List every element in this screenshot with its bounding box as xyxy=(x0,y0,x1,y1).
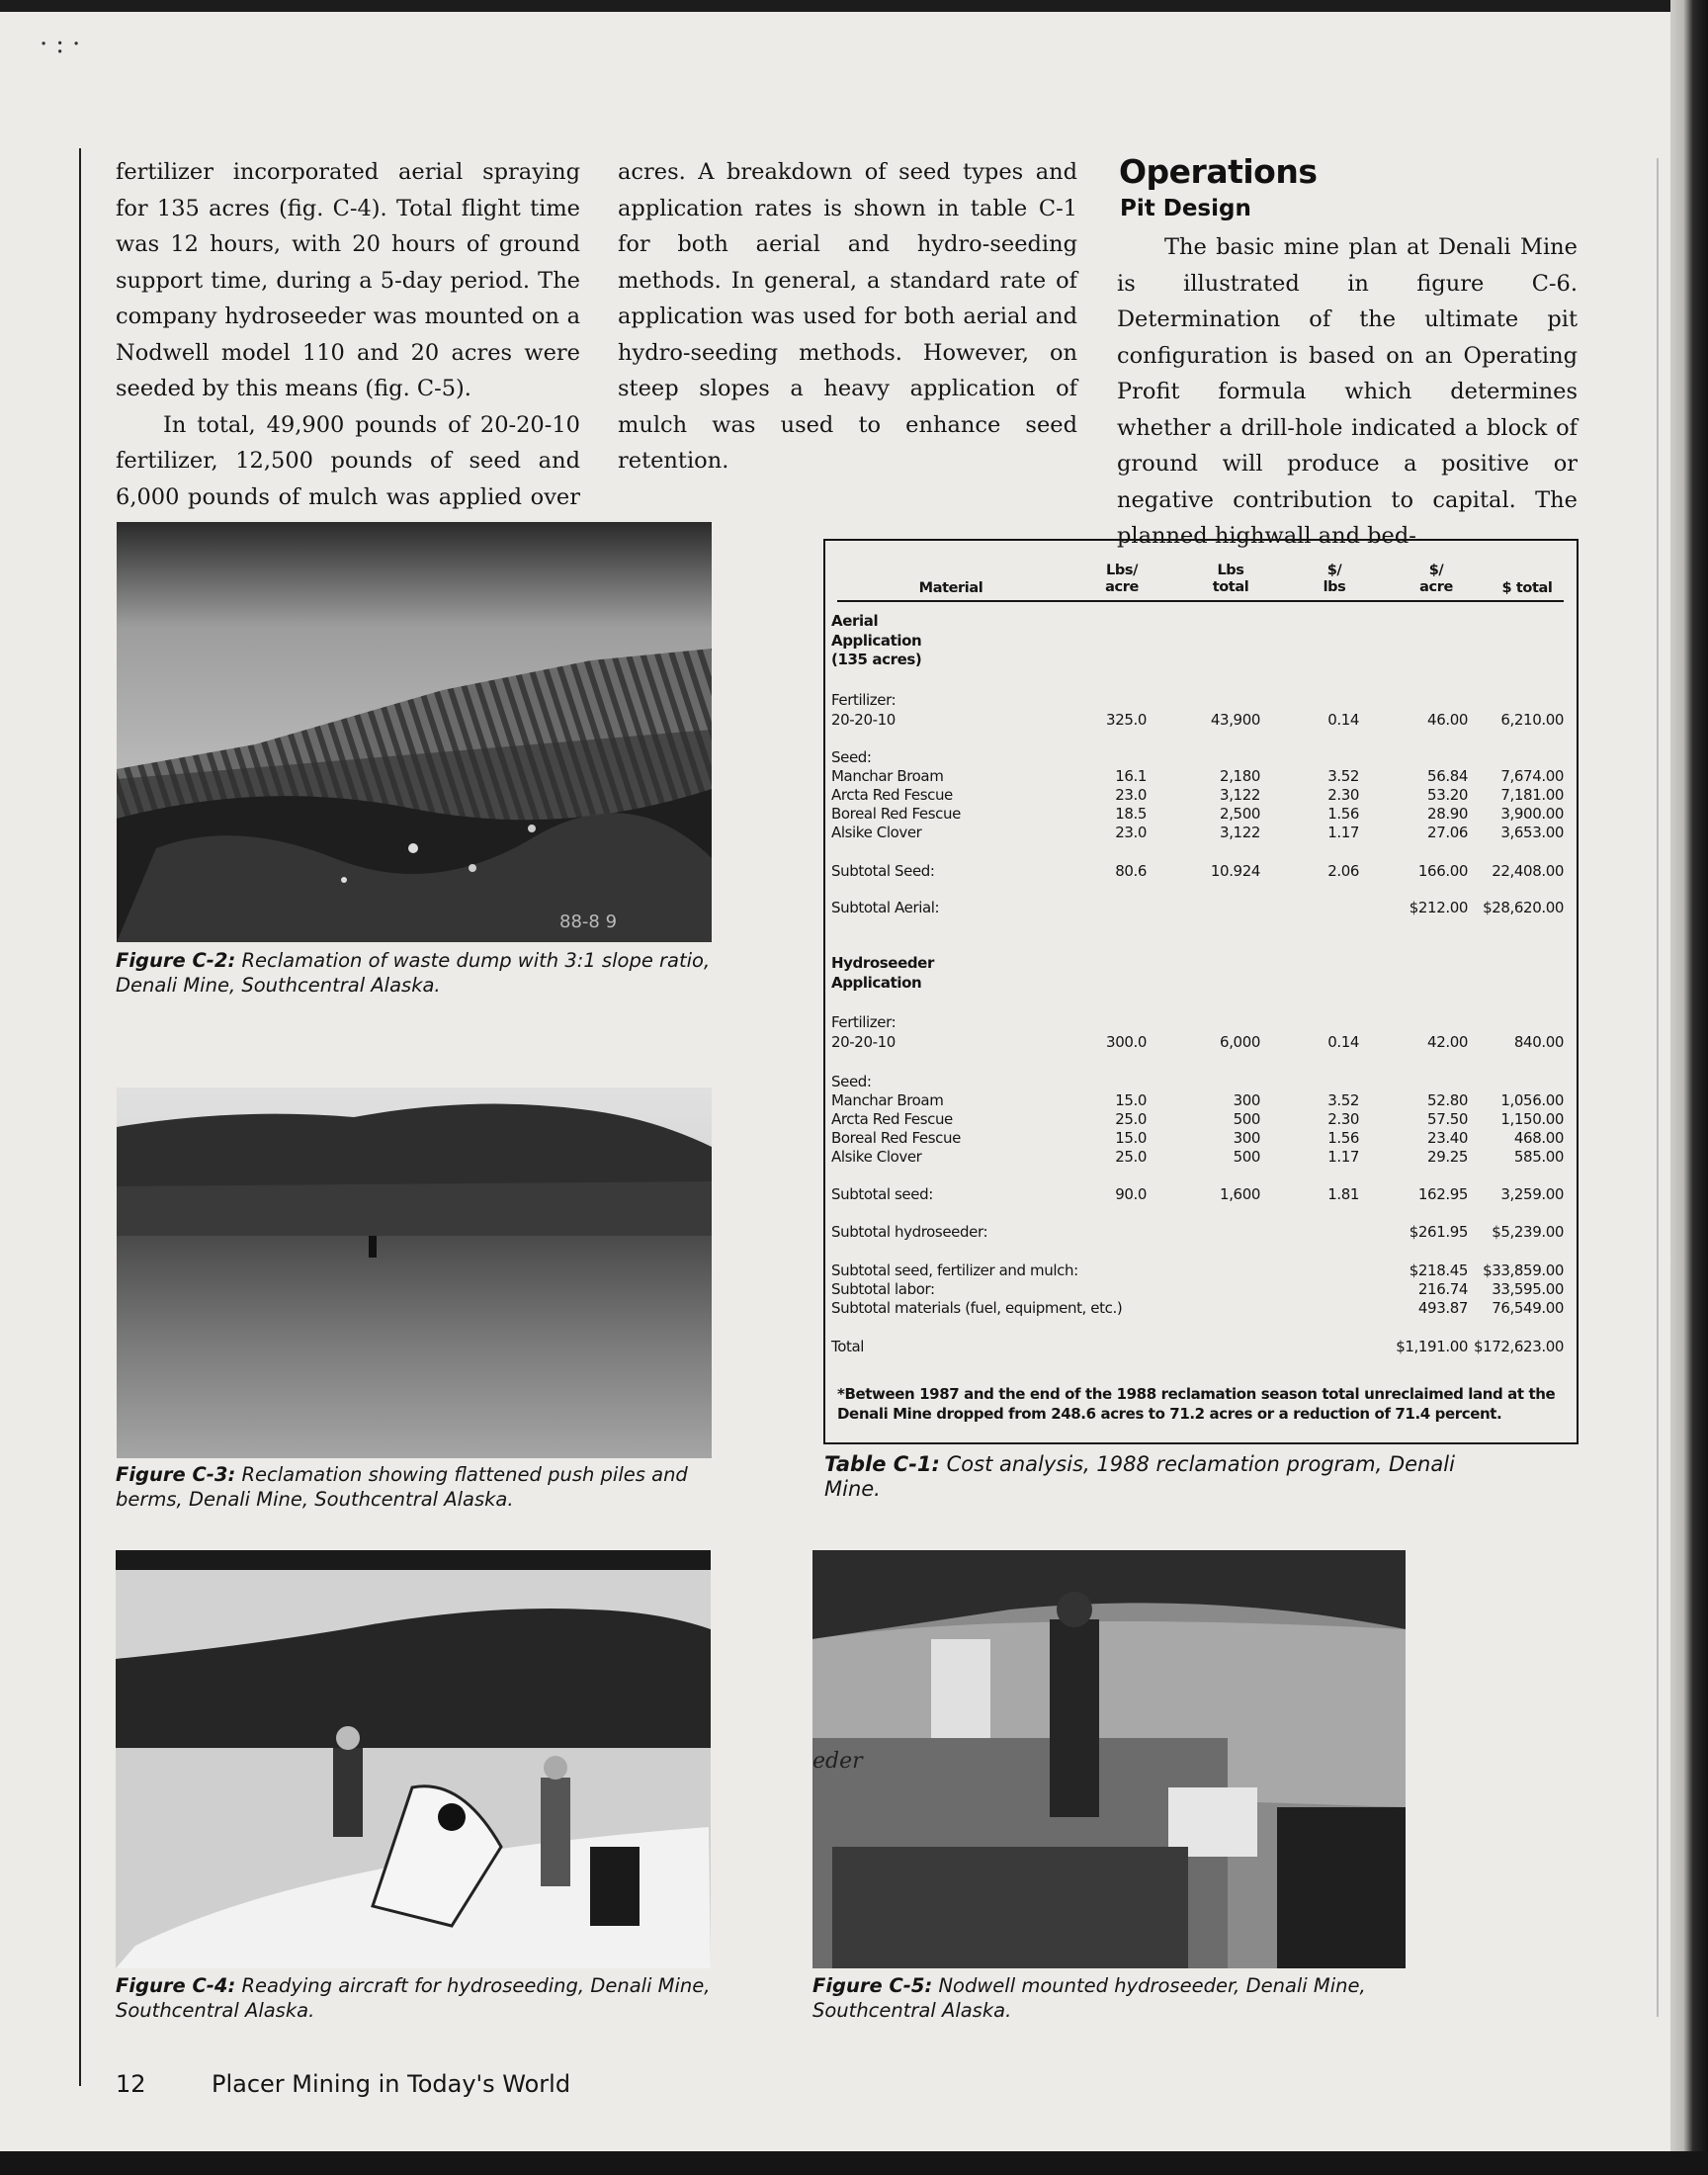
cell: 468.00 xyxy=(1513,1129,1564,1147)
header-line: acre xyxy=(1419,579,1453,595)
scan-edge-bottom xyxy=(0,2151,1708,2175)
cell: 1.56 xyxy=(1327,805,1359,823)
cell: 80.6 xyxy=(1115,862,1147,880)
paragraph: fertilizer incorporated aerial spraying for 135 acres (fig. C-4). Total flight time was 12 hours, with 20 hours of ground support time, during a 5-day period. The company hydroseeder was mounted on a Nodwell model 110 and 20 acres were seeded by this means (fig. C-5). xyxy=(116,159,580,401)
cell: $261.95 xyxy=(1409,1223,1468,1241)
body-column-2 xyxy=(618,154,1077,479)
scan-edge-right xyxy=(1670,0,1708,2175)
header-line: acre xyxy=(1105,579,1139,595)
cell: 300 xyxy=(1233,1129,1260,1147)
row-label: Subtotal Seed: xyxy=(831,862,935,880)
cell: 56.84 xyxy=(1427,767,1468,785)
cell: 23.40 xyxy=(1427,1129,1468,1147)
caption-text: Cost analysis, 1988 reclamation program, Denali Mine. xyxy=(824,1452,1455,1501)
row-label: Subtotal seed: xyxy=(831,1185,933,1203)
cell: 1.56 xyxy=(1327,1129,1359,1147)
caption-text: Nodwell mounted hydroseeder, Denali Mine, Southcentral Alaska. xyxy=(812,1974,1366,2022)
cell: 29.25 xyxy=(1427,1148,1468,1166)
heading-line: Application xyxy=(831,973,922,992)
seed-name: Alsike Clover xyxy=(831,824,922,841)
caption-text: Readying aircraft for hydroseeding, Denali Mine, Southcentral Alaska. xyxy=(116,1974,711,2022)
cell: 3.52 xyxy=(1327,767,1359,785)
figure-caption-c2 xyxy=(116,948,721,998)
photo-flattened-push-piles xyxy=(117,1088,712,1458)
cell: 2.06 xyxy=(1327,862,1359,880)
cell: 500 xyxy=(1233,1148,1260,1166)
label-line: Fertilizer: xyxy=(831,691,897,709)
col-header-dollar-acre xyxy=(1387,563,1486,596)
cell: 7,674.00 xyxy=(1500,767,1564,785)
cell: 25.0 xyxy=(1115,1148,1147,1166)
cell: 500 xyxy=(1233,1110,1260,1128)
cell: 2.30 xyxy=(1327,786,1359,804)
cell: 43,900 xyxy=(1210,711,1260,729)
cell: 840.00 xyxy=(1513,1033,1564,1051)
cell: 6,000 xyxy=(1220,1033,1260,1051)
page-number: 12 xyxy=(116,2070,146,2098)
label-line: Fertilizer: xyxy=(831,1013,897,1031)
cell: 33,595.00 xyxy=(1492,1280,1564,1298)
cell: $172,623.00 xyxy=(1473,1338,1564,1355)
cell: 1,056.00 xyxy=(1500,1091,1564,1109)
photo-stamp: 88-8 9 xyxy=(559,912,618,932)
cell: 15.0 xyxy=(1115,1129,1147,1147)
seed-name: Alsike Clover xyxy=(831,1148,922,1166)
cell: 162.95 xyxy=(1417,1185,1468,1203)
cell: 27.06 xyxy=(1427,824,1468,841)
cell: 3,259.00 xyxy=(1500,1185,1564,1203)
cell: 10.924 xyxy=(1210,862,1260,880)
cell: 493.87 xyxy=(1417,1299,1468,1317)
cell: 0.14 xyxy=(1327,1033,1359,1051)
caption-label: Table C-1: xyxy=(824,1452,940,1476)
cell: $212.00 xyxy=(1409,899,1468,916)
left-margin-rule xyxy=(79,148,81,2086)
cell: 2.30 xyxy=(1327,1110,1359,1128)
aerial-fertilizer-label xyxy=(831,691,896,730)
cell: 0.14 xyxy=(1327,711,1359,729)
figure-caption-c3 xyxy=(116,1462,721,1512)
header-line: lbs xyxy=(1323,579,1346,595)
cell: 7,181.00 xyxy=(1500,786,1564,804)
cell: 76,549.00 xyxy=(1492,1299,1564,1317)
body-column-3 xyxy=(1117,229,1578,555)
cell: 15.0 xyxy=(1115,1091,1147,1109)
cell: 3,122 xyxy=(1220,824,1260,841)
row-label-total: Total xyxy=(831,1338,865,1355)
cell: 585.00 xyxy=(1513,1148,1564,1166)
scan-speck-mark: ·:· xyxy=(40,30,89,59)
header-rule xyxy=(837,600,1564,602)
paragraph: In total, 49,900 pounds of 20-20-10 fertilizer, 12,500 pounds of seed and 6,000 pounds of mulch was applied over xyxy=(116,411,580,510)
table-footnote: *Between 1987 and the end of the 1988 reclamation season total unreclaimed land at the Denali Mine dropped from 248.6 acres to 71.2 acres or a reduction of 71.4 percent. xyxy=(837,1385,1556,1423)
cell: $1,191.00 xyxy=(1396,1338,1468,1355)
header-line: $/ xyxy=(1326,563,1342,578)
seed-name: Manchar Broam xyxy=(831,767,944,785)
cell: $218.45 xyxy=(1409,1262,1468,1279)
heading-line: Aerial xyxy=(831,612,879,630)
cell: 300 xyxy=(1233,1091,1260,1109)
aerial-seed-label: Seed: xyxy=(831,748,872,766)
row-label: Subtotal Aerial: xyxy=(831,899,940,916)
cell: $5,239.00 xyxy=(1492,1223,1564,1241)
table-caption xyxy=(824,1452,1516,1502)
cell: 42.00 xyxy=(1427,1033,1468,1051)
photo-nodwell-hydroseeder xyxy=(812,1550,1406,1968)
caption-text: Reclamation of waste dump with 3:1 slope ratio, Denali Mine, Southcentral Alaska. xyxy=(116,949,711,997)
cell: 1,600 xyxy=(1220,1185,1260,1203)
cell: 3.52 xyxy=(1327,1091,1359,1109)
cell: 3,122 xyxy=(1220,786,1260,804)
cell: $33,859.00 xyxy=(1483,1262,1564,1279)
hydro-seed-label: Seed: xyxy=(831,1073,872,1090)
cell: 18.5 xyxy=(1115,805,1147,823)
cell: 3,653.00 xyxy=(1500,824,1564,841)
seed-name: Arcta Red Fescue xyxy=(831,786,953,804)
cell: 300.0 xyxy=(1106,1033,1147,1051)
label-line: 20-20-10 xyxy=(831,1032,896,1051)
row-label: Subtotal hydroseeder: xyxy=(831,1223,988,1241)
photo-vehicle-lettering: eder xyxy=(812,1749,863,1774)
cell: 16.1 xyxy=(1115,767,1147,785)
col-header-lbs-total xyxy=(1181,563,1280,596)
photo-readying-aircraft xyxy=(116,1550,711,1968)
col-header-lbs-acre xyxy=(1077,563,1166,596)
paragraph: acres. A breakdown of seed types and application rates is shown in table C-1 for both aerial and hydro-seeding methods. In general, a standard rate of application was used for both aerial and hydro-seeding methods. However, on steep slopes a heavy application of mulch was used to enhance seed retention. xyxy=(618,159,1077,474)
row-label: Subtotal labor: xyxy=(831,1280,935,1298)
photo-waste-dump-reclamation xyxy=(117,522,712,942)
cell: 325.0 xyxy=(1106,711,1147,729)
seed-name: Manchar Broam xyxy=(831,1091,944,1109)
cell: 53.20 xyxy=(1427,786,1468,804)
seed-name: Arcta Red Fescue xyxy=(831,1110,953,1128)
cell: 3,900.00 xyxy=(1500,805,1564,823)
cell: 25.0 xyxy=(1115,1110,1147,1128)
label-line: 20-20-10 xyxy=(831,710,896,729)
paragraph: The basic mine plan at Denali Mine is illustrated in figure C-6. Determination of the ultimate pit configuration is based on an Operating Profit formula which determines whether a drill-hole indicated a block of ground will produce a positive or negative contribution to capital. The planned highwall and bed- xyxy=(1117,234,1578,549)
caption-label: Figure C-2: xyxy=(116,949,236,972)
seed-name: Boreal Red Fescue xyxy=(831,1129,961,1147)
cell: 1,150.00 xyxy=(1500,1110,1564,1128)
header-line: $/ xyxy=(1428,563,1444,578)
cell: 52.80 xyxy=(1427,1091,1468,1109)
cell: 90.0 xyxy=(1115,1185,1147,1203)
subsection-heading: Pit Design xyxy=(1120,196,1251,221)
cell: 23.0 xyxy=(1115,824,1147,841)
cell: 23.0 xyxy=(1115,786,1147,804)
hydro-fertilizer-label xyxy=(831,1013,896,1052)
cell: $28,620.00 xyxy=(1483,899,1564,916)
cell: 2,180 xyxy=(1220,767,1260,785)
cell: 1.17 xyxy=(1327,1148,1359,1166)
figure-caption-c5 xyxy=(812,1973,1417,2023)
heading-line: (135 acres) xyxy=(831,651,922,668)
section-hydroseeder-heading xyxy=(831,954,934,993)
caption-label: Figure C-4: xyxy=(116,1974,236,1997)
cell: 216.74 xyxy=(1417,1280,1468,1298)
section-heading: Operations xyxy=(1119,152,1318,191)
col-header-dollar-total: $ total xyxy=(1501,580,1553,596)
running-footer-title: Placer Mining in Today's World xyxy=(212,2070,571,2098)
header-line: total xyxy=(1212,579,1249,595)
cell: 1.81 xyxy=(1327,1185,1359,1203)
heading-line: Hydroseeder xyxy=(831,954,934,972)
cell: 46.00 xyxy=(1427,711,1468,729)
caption-label: Figure C-3: xyxy=(116,1463,236,1486)
row-label: Subtotal seed, fertilizer and mulch: xyxy=(831,1262,1078,1279)
heading-line: Application xyxy=(831,631,922,650)
header-line: Lbs xyxy=(1217,563,1244,578)
cell: 1.17 xyxy=(1327,824,1359,841)
col-header-dollar-lbs xyxy=(1285,563,1384,596)
seed-name: Boreal Red Fescue xyxy=(831,805,961,823)
cell: 2,500 xyxy=(1220,805,1260,823)
body-column-1 xyxy=(116,154,580,552)
caption-text: Reclamation showing flattened push piles and berms, Denali Mine, Southcentral Alaska. xyxy=(116,1463,688,1511)
cell: 6,210.00 xyxy=(1500,711,1564,729)
figure-caption-c4 xyxy=(116,1973,721,2023)
header-line: Lbs/ xyxy=(1106,563,1138,578)
col-header-material: Material xyxy=(918,580,983,596)
right-margin-rule xyxy=(1657,158,1659,2017)
cost-analysis-table xyxy=(823,539,1579,1444)
cell: 57.50 xyxy=(1427,1110,1468,1128)
caption-label: Figure C-5: xyxy=(812,1974,933,1997)
scan-edge-top xyxy=(0,0,1708,12)
section-aerial-heading xyxy=(831,612,921,670)
cell: 22,408.00 xyxy=(1492,862,1564,880)
cell: 166.00 xyxy=(1417,862,1468,880)
cell: 28.90 xyxy=(1427,805,1468,823)
row-label: Subtotal materials (fuel, equipment, etc.) xyxy=(831,1299,1123,1317)
